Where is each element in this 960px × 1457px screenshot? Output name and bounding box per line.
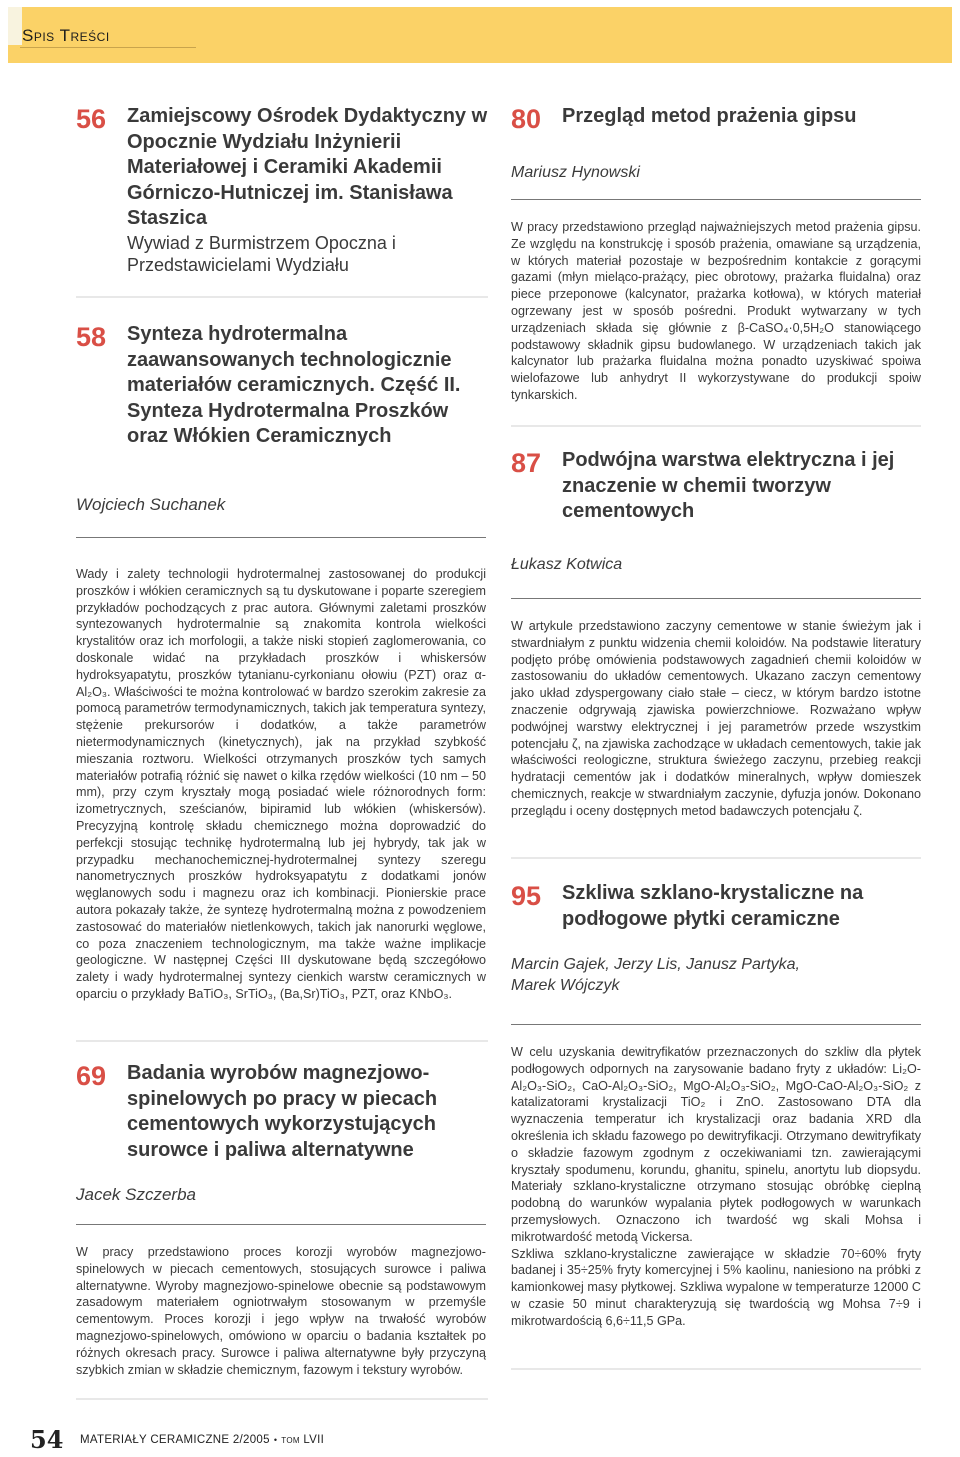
header-underline xyxy=(20,47,196,48)
divider xyxy=(511,1024,921,1025)
toc-entry-80[interactable] xyxy=(511,104,921,184)
section-header-bar xyxy=(8,7,952,63)
journal-footer: MATERIAŁY CERAMICZNE 2/2005 • TOM LVII xyxy=(80,1434,325,1446)
entry-subtitle: Wywiad z Burmistrzem Opoczna i Przedstawicielami Wydziału xyxy=(127,232,396,275)
entry-abstract: W pracy przedstawiono przegląd najważniejszych metod prażenia gipsu. Ze względu na konstrukcję i sposób prażenia, omawiane są urządzenia, w których materiał pozostaje w bezpośrednim kontakcie z gorącymi gazami (młyn mieląco-prażący, piec obrotowy, prażarka fluidalna) oraz piece przeponowe (kalcynator, prażarka kotłowa), w których materiał ogrzewany jest w sposób pośredni. Produkt wytwarzany w tych urządzeniach składa się głównie z β-CaSO₄·0,5H₂O stanowiącego podstawowy składnik gipsu budowlanego. W urządzeniach takich jak kalcynator lub prażarka fluidalna można ponadto uzyskiwać spoiwa wielofazowe lub anhydryt II wykorzystywane do produkcji spoiw tynkarskich. xyxy=(511,220,921,402)
toc-entry-87[interactable] xyxy=(511,448,921,578)
divider xyxy=(76,1398,488,1400)
entry-author: Jacek Szczerba xyxy=(76,1185,196,1204)
entry-page-number: 87 xyxy=(511,448,542,478)
entry-title: Badania wyrobów magnezjowo-spinelowych po pracy w piecach cementowych wykorzystujących surowce i paliwa alternatywne xyxy=(127,1062,438,1161)
divider xyxy=(511,857,921,859)
divider xyxy=(76,537,486,538)
entry-page-number: 95 xyxy=(511,881,542,911)
toc-entry-56[interactable] xyxy=(76,104,488,284)
entry-abstract: W artykule przedstawiono zaczyny cementowe w stanie świeżym jak i stwardniałym z punktu widzenia chemii koloidów. Na podstawie literatury podjęto próbę omówienia podstawowych zagadnień chemii koloidów w zastosowaniu do układów cementowych. Ukazano zaczyn cementowy jako układ zdyspergowany ciało stałe – ciecz, w którym bardzo istotne znaczenie odgrywają zjawiska powierzchniowe. Rozważano wpływ podwójnej warstwy elektrycznej i jej parametrów przede wszystkim potencjału ζ, na zjawiska zachodzące w układach cementowych, takie jak właściwości reologiczne, struktura świeżego zaczynu, przebieg reakcji hydratacji cementów jak i dodatków mineralnych, wpływ domieszek chemicznych, reakcje w stwardniałym zaczynie, dyfuzja jonów. Dokonano przeglądu i oceny dostępnych metod badawczych potencjału ζ. xyxy=(511,619,921,818)
bullet-separator: • xyxy=(273,1435,278,1445)
entry-page-number: 58 xyxy=(76,322,107,352)
divider xyxy=(76,296,488,298)
entry-page-number: 80 xyxy=(511,104,542,134)
section-title: Spis Treści xyxy=(22,26,110,45)
toc-entry-58[interactable] xyxy=(76,322,488,522)
entry-author: Łukasz Kotwica xyxy=(511,556,623,573)
entry-abstract: Wady i zalety technologii hydrotermalnej zastosowanej do produkcji proszków i włókien ceramicznych są tu dyskutowane i poparte szeregiem przykładów pochodzących z prac autora. Głównymi zaletami proszków syntezowanych hydrotermalnie są znakomita kontrola wielkości krystalitów oraz ich morfologii, a także niski stopień zaglomerowania, co doskonale widać na przykładach proszków i whiskersów hydroksyapatytu, proszków tytanianu-cyrkonianu ołowiu (PZT) oraz α-Al₂O₃. Właściwości te można kontrolować w bardzo szerokim zakresie za pomocą parametrów termodynamicznych, takich jak temperatura syntezy, stężenie prekursorów i dodatków, a także parametrów nietermodynamicznych (kinetycznych), jak na przykład szybkość mieszania roztworu. Wielkości otrzymanych proszków tych samych materiałów potrafią różnić się nawet o kilka rzędów wielkości (10 nm – 50 mm), przy czym kryształy mogą posiadać wiele różnorodnych form: izometrycznych, sześcianów, bipiramid lub włókien (whiskersów). Precyzyjną kontrolę składu chemicznego można doprowadzić do perfekcji stosując technikę hydrotermalną lub jej hybrydy, tak jak w przypadku mechanochemicznej-hydrotermalnej syntezy szeregu nanometrycznych proszków hydroksyapatytu z dodatkami jonów węglanowych sodu i magnezu oraz ich kombinacji. Pionierskie prace autora pokazały także, że syntezę hydrotermalną można z powodzeniem zastosować do materiałów nietlenkowych, takich jak nanorurki węglowe, co poza znaczeniem technologicznym, ma także ważne implikacje geologiczne. W następnej Części III dyskutowane będą szczegółowo zalety i wady hydrotermalnej syntezy cienkich warstw ceramicznych w oparciu o przykłady BaTiO₃, SrTiO₃, (Ba,Sr)TiO₃, PZT, oraz KNbO₃. xyxy=(76,567,486,1001)
entry-title: Synteza hydrotermalna zaawansowanych technologicznie materiałów ceramicznych. Część II. Synteza Hydrotermalna Proszków oraz Włókien Ceramicznych xyxy=(127,323,461,447)
page-number: 54 xyxy=(30,1425,64,1454)
divider xyxy=(511,199,921,200)
divider xyxy=(76,1040,488,1042)
header-accent xyxy=(8,7,22,45)
entry-page-number: 69 xyxy=(76,1061,107,1091)
toc-entry-95[interactable] xyxy=(511,881,921,1001)
divider xyxy=(511,598,921,599)
entry-title: Podwójna warstwa elektryczna i jej znaczenie w chemii tworzyw cementowych xyxy=(562,449,895,522)
entry-page-number: 56 xyxy=(76,104,107,134)
toc-entry-69[interactable] xyxy=(76,1061,488,1211)
entry-author: Wojciech Suchanek xyxy=(76,495,226,514)
entry-title: Szkliwa szklano-krystaliczne na podłogowe płytki ceramiczne xyxy=(562,882,864,930)
entry-author: Mariusz Hynowski xyxy=(511,164,640,181)
entry-title: Przegląd metod prażenia gipsu xyxy=(562,105,857,127)
entry-abstract: W celu uzyskania dewitryfikatów przeznaczonych do szkliw dla płytek podłogowych odpornych na zarysowanie badano fryty z układów: Li₂O-Al₂O₃-SiO₂, CaO-Al₂O₃-SiO₂, MgO-Al₂O₃-SiO₂, MgO-CaO-Al₂O₃-SiO₂ z katalizatorami krystalizacji TiO₂ i ZnO. Zastosowano DTA dla wyznaczenia temperatur ich krystalizacji oraz badania XRD dla określenia ich składu fazowego po dewitryfikacji. Otrzymano dewitryfikaty o składzie fazowym zgodnym z oczekiwaniami tzn. zawierającymi kryształy spodumenu, korundu, ghanitu, spinelu, anortytu lub diopsydu. Materiały szklano-krystaliczne otrzymano stosując obróbkę cieplną podobną do warunków wypalania płytek podłogowych w warunkach przemysłowych. Oznaczono ich twardość wg skali Mohsa i mikrotwardość metodą Vickersa. Szkliwa szklano-krystaliczne zawierające w składzie 70÷60% fryty badanej i 35÷25% fryty komercyjnej i 5% kaolinu, naniesiono na próbki z kamionkowej masy płytkowej. Szkliwa wypalone w temperaturze 12000 C w czasie 50 minut charakteryzują się twardością wg Mohsa 7÷9 i mikrotwardością 6,6÷11,5 GPa. xyxy=(511,1045,921,1328)
entry-abstract: W pracy przedstawiono proces korozji wyrobów magnezjowo-spinelowych w piecach cementowych, stosujących surowce i paliwa alternatywne. Wyroby magnezjowo-spinelowe obecnie są podstawowym zasadowym materiałem ogniotrwałym stosowanym w przemyśle cementowym. Proces korozji i jego wpływ na trwałość wyrobów magnezjowo-spinelowych, omówiono w oparciu o badania kształtek po różnych okresach pracy. Surowce i paliwa alternatywne były przyczyną szybkich zmian w składzie chemicznym, fazowym i tekstury wyrobów. xyxy=(76,1245,486,1377)
entry-title: Zamiejscowy Ośrodek Dydaktyczny w Opocznie Wydziału Inżynierii Materiałowej i Ceramiki Akademii Górniczo-Hutniczej im. Stanisława Staszica Wywiad z Burmistrzem Opoczna i Przedstawicielami Wydziału xyxy=(127,105,488,275)
entry-author: Marcin Gajek, Jerzy Lis, Janusz Partyka, Marek Wójczyk xyxy=(511,956,800,994)
divider xyxy=(511,425,921,427)
divider xyxy=(511,1368,921,1370)
divider xyxy=(76,1224,486,1225)
